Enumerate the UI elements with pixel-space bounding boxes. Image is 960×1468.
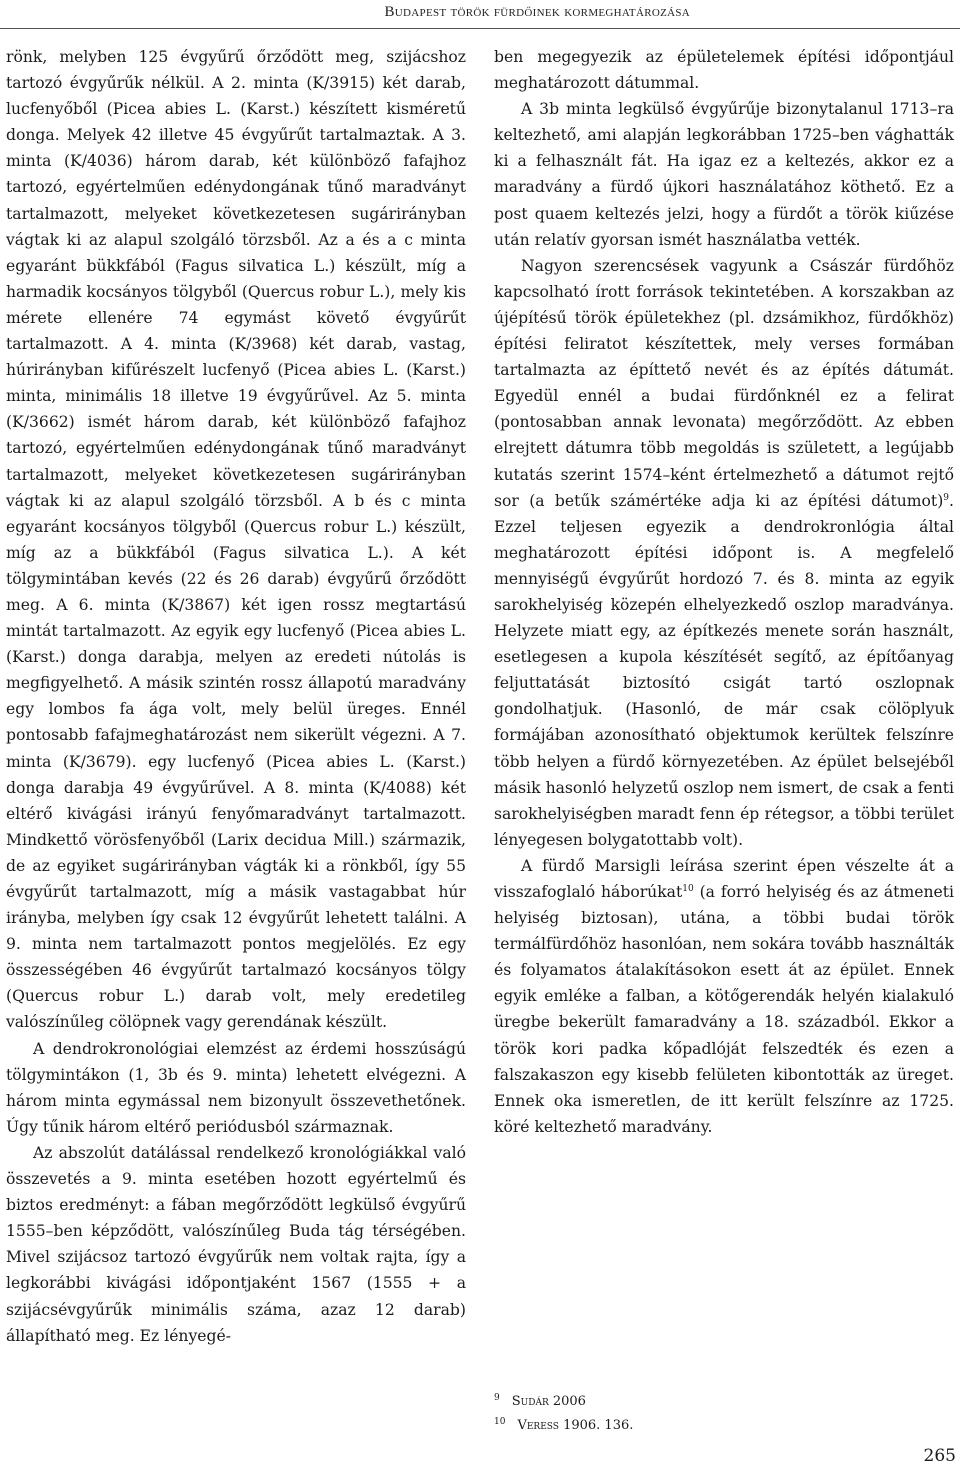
running-head-title: Budapest török fürdőinek kormeghatározása — [384, 4, 690, 20]
footnote-reference[interactable]: 10 — [682, 884, 694, 894]
body-paragraph: Az abszolút datálással rendelkező kronológiákkal való összevetés a 9. minta esetében hozott egyértelmű és biztos eredményt: a fában megőrződött legkülső évgyűrű 1555–ben képződött, valószínűleg Buda tág térségében. Mivel szijácsoz tartozó évgyűrűk nem voltak rajta, így a legkorábbi kivágási időpontjaként 1567 (1555 + a szijácsévgyűrűk minimális száma, azaz 12 darab) állapítható meg. Ez lényegé- — [6, 1143, 466, 1345]
body-paragraph — [494, 253, 954, 853]
footnote-marker: 10 — [494, 1417, 506, 1427]
right-column — [494, 44, 954, 1140]
running-head — [0, 0, 960, 29]
footnote-author: Sudár — [511, 1394, 549, 1409]
paragraph-text: . Ezzel teljesen egyezik a dendrokronlógia által meghatározott építési időpont is. A megfelelő mennyiségű évgyűrűt hordozó 7. és 8. minta az egyik sarokhelyiség közepén elhelyezkedő oszlop maradványa. Helyzete miatt egy, az építkezés menete során használt, esetlegesen a kupola készítését segítő, az építőanyag feljuttatását biztosító csigát tartó oszlopnak gondolhatjuk. (Hasonló, de már csak cölöplyuk formájában azonosítható objektumok kerültek felszínre több helyen a fürdő környezetében. Az épület belsejéből másik hasonló helyzetű oszlop nem ismert, de csak a fenti sarokhelyiségben maradt fenn ép rétegsor, a többi terület lényegesen bolygatottabb volt). — [494, 491, 954, 849]
footnote — [494, 1388, 934, 1412]
footnote — [494, 1412, 934, 1436]
footnote-citation: 2006 — [548, 1394, 586, 1409]
body-paragraph: ben megegyezik az épületelemek építési időpontjául meghatározott dátummal. — [494, 48, 954, 93]
paragraph-text: A fürdő Marsigli leírása szerint épen vészelte át a visszafoglaló háborúkat — [494, 856, 954, 901]
body-paragraph — [494, 853, 954, 1140]
paragraph-text: Nagyon szerencsések vagyunk a Császár fürdőhöz kapcsolható írott források tekintetében. A korszakban az újépítésű török épületekhez (pl. dzsámikhoz, fürdőkhöz) építési feliratot készítettek, mely verses formában tartalmazta az építtető nevét és az építés dátumát. Egyedül ennél a budai fürdőnknél ez a felirat (pontosabban annak levonata) megőrződött. Az ebben elrejtett dátumra több megoldás is született, a legújabb kutatás szerint 1574–ként értelmezhető a dátumot rejtő sor (a betűk számértéke adja ki az építési dátumot) — [494, 256, 954, 510]
left-column — [6, 44, 466, 1349]
body-paragraph: rönk, melyben 125 évgyűrű őrződött meg, szijácshoz tartozó évgyűrűk nélkül. A 2. minta (K/3915) két darab, lucfenyőből (Picea abies L. (Karst.) készített kisméretű donga. Melyek 42 illetve 45 évgyűrűt tartalmaztak. A 3. minta (K/4036) három darab, két különböző fafajhoz tartozó, egyértelműen edénydongának tűnő maradványt tartalmazott, melyeket következetesen sugárirányban vágtak ki az alapul szolgáló törzsből. Az a és a c minta egyaránt bükkfából (Fagus silvatica L.) készült, míg a harmadik kocsányos tölgyből (Quercus robur L.), mely kis mérete ellenére 74 egymást követő évgyűrűt tartalmazott. A 4. minta (K/3968) két darab, vastag, húrirányban kifűrészelt lucfenyő (Picea abies L. (Karst.) minta, minimális 18 illetve 19 évgyűrűvel. Az 5. minta (K/3662) ismét három darab, két különböző fafajhoz tartozó, egyértelműen edénydongának tűnő maradványt tartalmazott, melyeket következetesen sugárirányban vágtak ki az alapul szolgáló törzsből. A b és c minta egyaránt kocsányos tölgyből (Quercus robur L.) készült, míg az a bükkfából (Fagus silvatica L.). A két tölgymintában kevés (22 és 26 darab) évgyűrű őrződött meg. A 6. minta (K/3867) két igen rossz megtartású mintát tartalmazott. Az egyik egy lucfenyő (Picea abies L. (Karst.) donga darabja, melyen az eredeti nútolás is megfigyelhető. A másik szintén rossz állapotú maradvány egy lombos fa ága volt, mely belül üreges. Ennél pontosabb fafajmeghatározást nem sikerült végezni. A 7. minta (K/3679). egy lucfenyő (Picea abies L. (Karst.) donga darabja 49 évgyűrűvel. A 8. minta (K/4088) két eltérő kivágási irányú fenyőmaradványt tartalmazott. Mindkettő vörösfenyőből (Larix decidua Mill.) származik, de az egyiket sugárirányban vágták ki a rönkből, így 55 évgyűrűt tartalmazott, míg a másik vastagabbat húr irányba, melyben így csak 12 évgyűrűt lehetett találni. A 9. minta nem tartalmazott pontos megjelölés. Ez egy összességében 46 évgyűrűt tartalmazó kocsányos tölgy (Quercus robur L.) darab volt, mely eredetileg valószínűleg cölöpnek vagy gerendának készült. — [6, 48, 466, 1032]
footnotes — [494, 1388, 934, 1436]
footnote-citation: 1906. 136. — [558, 1418, 634, 1433]
footnote-marker: 9 — [494, 1393, 500, 1403]
page-number: 265 — [923, 1446, 956, 1466]
footnote-author: Veress — [517, 1418, 559, 1433]
footnote-reference[interactable]: 9 — [943, 492, 950, 503]
body-paragraph: A 3b minta legkülső évgyűrűje bizonytalanul 1713–ra keltezhető, ami alapján legkorábban 1725–ben vághatták ki a felhasznált fát. Ha igaz ez a keltezés, akkor ez a maradvány a fürdő újkori használatához köthető. Ez a post quaem keltezés jelzi, hogy a fürdőt a török kiűzése után relatív gyorsan ismét használatba vették. — [494, 100, 954, 249]
body-paragraph: A dendrokronológiai elemzést az érdemi hosszúságú tölgymintákon (1, 3b és 9. minta) lehetett elvégezni. A három minta egymással nem bizonyult összevethetőnek. Úgy tűnik három eltérő periódusból származnak. — [6, 1039, 466, 1136]
paragraph-text: (a forró helyiség és az átmeneti helyiség biztosan), utána, a többi budai török termálfürdőhöz hasonlóan, nem sokára tovább használták és folyamatos átalakításokon esett át az épület. Ennek egyik emléke a falban, a kötőgerendák helyén kialakuló üregbe bekerült famaradvány a 18. századból. Ekkor a török kori padka kőpadlóját felszedték és ezen a falszakaszon egy kisebb felületen kibontották az üreget. Ennek oka ismeretlen, de itt került felszínre az 1725. köré keltezhető maradvány. — [494, 883, 954, 1136]
